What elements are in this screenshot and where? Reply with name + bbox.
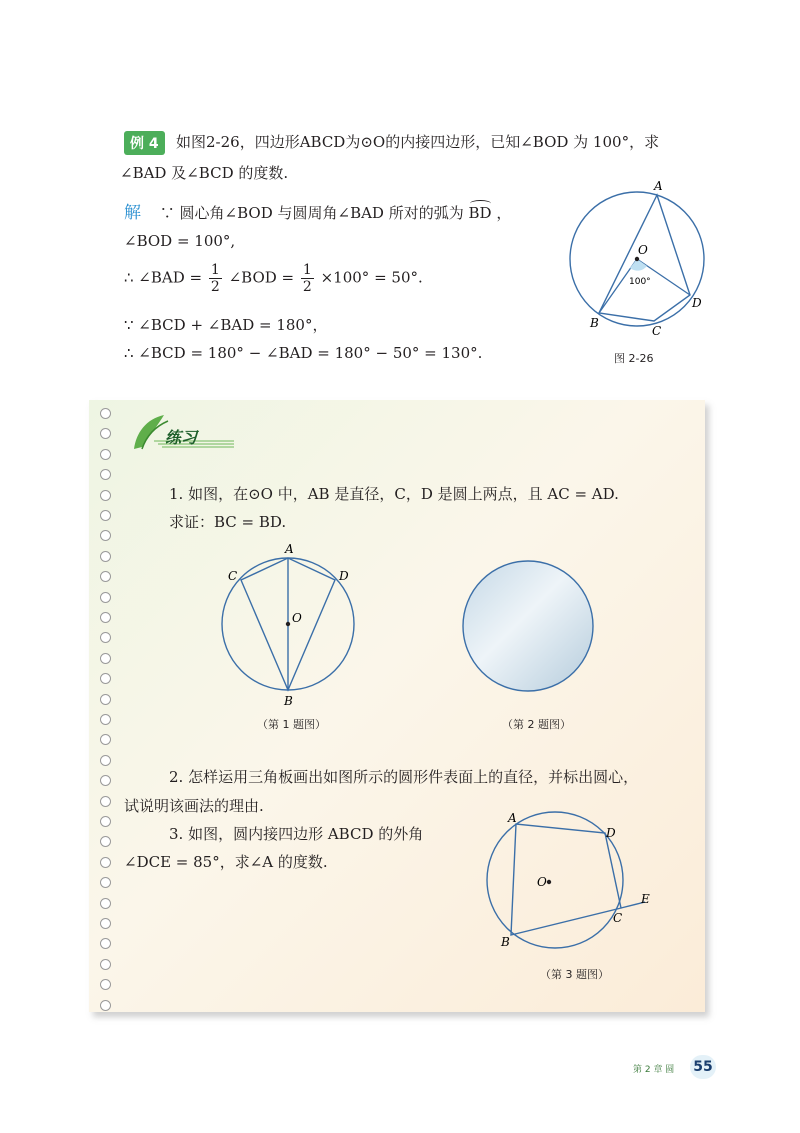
question-3-line1: 3. 如图，圆内接四边形 ABCD 的外角 <box>169 825 424 843</box>
binder-ring <box>100 898 111 909</box>
binder-ring <box>100 592 111 603</box>
solution-because1: ∵ 圆心角∠BOD 与圆周角∠BAD 所对的弧为 <box>159 204 464 222</box>
solution-therefore1-pre: ∴ ∠BAD = <box>124 268 203 287</box>
binder-ring <box>100 938 111 949</box>
fraction-half-2: $\frac{1}{2}$ <box>302 262 312 295</box>
binder-ring <box>100 836 111 847</box>
binder-ring <box>100 959 111 970</box>
example-statement-line2: ∠BAD 及∠BCD 的度数. <box>120 164 289 182</box>
figure-2-26-caption: 图 2-26 <box>614 352 654 365</box>
solution-because1-end: ， <box>496 204 512 222</box>
binder-ring <box>100 775 111 786</box>
question-1-line2: 求证：BC = BD. <box>169 513 287 531</box>
label-a: A <box>285 542 294 556</box>
binder-ring <box>100 918 111 929</box>
binder-ring <box>100 612 111 623</box>
figure-1-caption: （第 1 题图） <box>257 718 326 731</box>
angle-label: 100° <box>629 277 651 287</box>
quadrilateral-abcd <box>511 824 621 935</box>
figure-2-caption: （第 2 题图） <box>502 718 571 731</box>
page-number: 55 <box>690 1055 716 1079</box>
label-b: B <box>501 935 510 949</box>
label-d: D <box>606 826 616 840</box>
binder-ring <box>100 877 111 888</box>
solution-line4: ∵ ∠BCD + ∠BAD = 180°， <box>124 316 328 334</box>
binder-ring <box>100 673 111 684</box>
solution-label: 解 <box>124 203 141 223</box>
label-a: A <box>654 179 663 193</box>
binder-ring <box>100 428 111 439</box>
figure-question-2 <box>460 560 600 700</box>
figure-2-26 <box>560 175 720 345</box>
question-2-line1: 2. 怎样运用三角板画出如图所示的圆形件表面上的直径，并标出圆心， <box>169 768 639 786</box>
circular-workpiece <box>463 561 593 691</box>
example-statement-line1: 如图2-26，四边形ABCD为⊙O的内接四边形，已知∠BOD 为 100°，求 <box>176 133 660 151</box>
angle-bod-marker <box>630 259 647 271</box>
binder-ring <box>100 755 111 766</box>
center-point-q1 <box>286 622 290 626</box>
binder-ring <box>100 816 111 827</box>
label-c: C <box>228 569 238 583</box>
label-o: O <box>292 611 302 625</box>
question-1-line1: 1. 如图，在⊙O 中，AB 是直径，C，D 是圆上两点，且 AC = AD. <box>169 485 619 503</box>
binder-ring <box>100 694 111 705</box>
binder-ring <box>100 857 111 868</box>
solution-line3 <box>124 262 423 295</box>
label-b: B <box>284 694 293 708</box>
question-3-line2: ∠DCE = 85°，求∠A 的度数. <box>124 853 328 871</box>
binder-ring <box>100 490 111 501</box>
label-a: A <box>508 811 517 825</box>
exercise-title: 练习 <box>165 428 198 447</box>
binder-ring <box>100 530 111 541</box>
label-d: D <box>692 296 702 310</box>
center-point <box>635 257 639 261</box>
binder-ring <box>100 796 111 807</box>
arc-bd-label: BD <box>468 204 492 222</box>
solution-line2: ∠BOD = 100°, <box>124 232 236 250</box>
label-e: E <box>641 892 650 906</box>
solution-therefore1-post: ×100° = 50°. <box>320 268 423 287</box>
binder-ring <box>100 510 111 521</box>
figure-question-3 <box>475 805 665 965</box>
figure-question-1 <box>215 540 365 710</box>
question-2-line2: 试说明该画法的理由. <box>124 797 264 815</box>
figure-3-caption: （第 3 题图） <box>540 968 609 981</box>
label-o: O <box>537 875 547 889</box>
label-d: D <box>339 569 349 583</box>
quadrilateral-abcd <box>599 195 690 321</box>
center-point-q3 <box>547 880 551 884</box>
chapter-label: 第 2 章 圆 <box>633 1065 675 1075</box>
binder-ring <box>100 449 111 460</box>
binder-ring <box>100 571 111 582</box>
label-c: C <box>613 911 623 925</box>
binder-ring <box>100 1000 111 1011</box>
binder-ring <box>100 469 111 480</box>
solution-therefore1-mid: ∠BOD = <box>228 268 295 287</box>
label-b: B <box>590 316 599 330</box>
binder-ring <box>100 734 111 745</box>
binder-ring <box>100 551 111 562</box>
example-badge: 例 4 <box>124 131 165 155</box>
binder-ring <box>100 714 111 725</box>
label-c: C <box>652 324 662 338</box>
fraction-half-1: $\frac{1}{2}$ <box>210 262 220 295</box>
solution-line1 <box>124 198 511 223</box>
binder-ring <box>100 632 111 643</box>
binder-ring <box>100 408 111 419</box>
label-o: O <box>638 243 648 257</box>
binder-ring <box>100 653 111 664</box>
binder-ring <box>100 979 111 990</box>
solution-line5: ∴ ∠BCD = 180° − ∠BAD = 180° − 50° = 130°. <box>124 344 483 362</box>
